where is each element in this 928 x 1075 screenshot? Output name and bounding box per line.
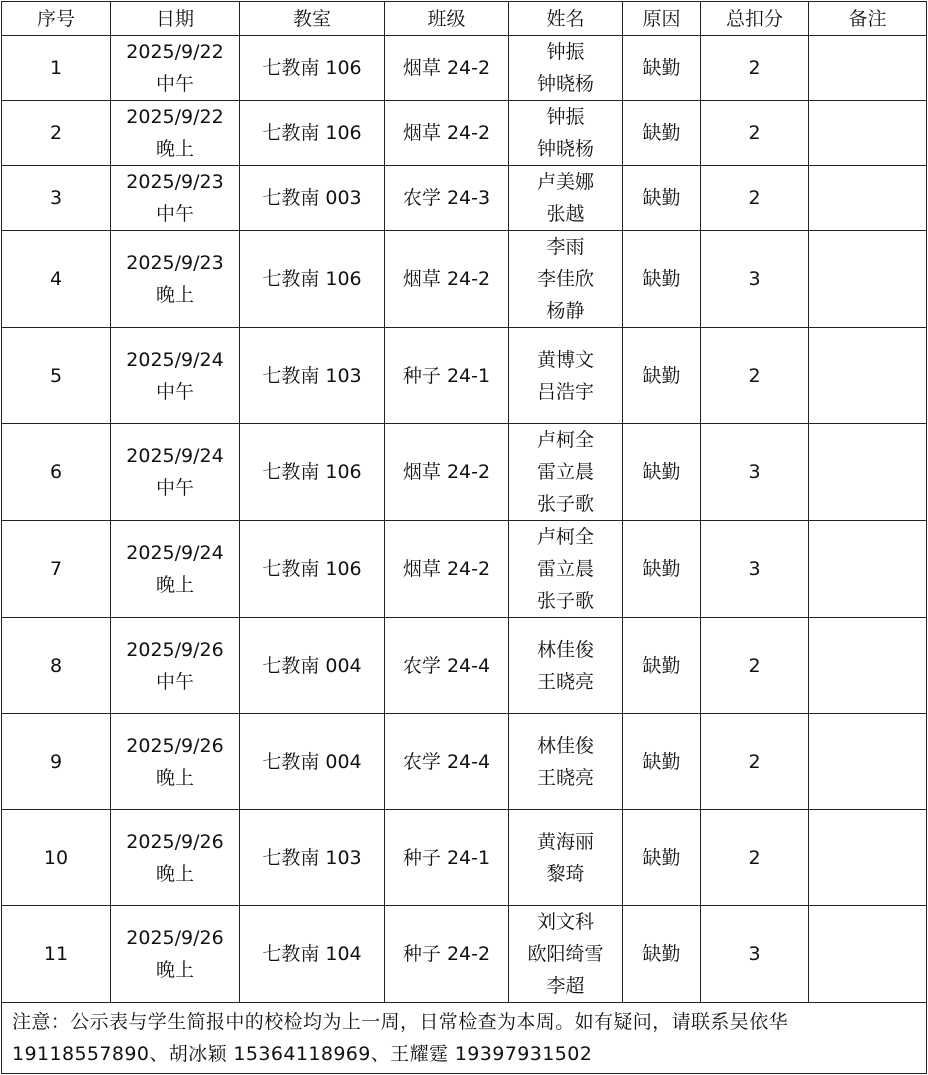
table-row <box>2 101 927 166</box>
student-name: 吕浩宇 <box>536 380 594 403</box>
cell-no: 2 <box>2 101 111 166</box>
student-name: 钟振 <box>546 106 585 128</box>
cell-class: 烟草 24-2 <box>385 36 509 101</box>
cell-names <box>509 618 623 714</box>
cell-room: 七教南 106 <box>240 101 385 166</box>
cell-room: 七教南 004 <box>240 618 385 714</box>
student-name: 张子歌 <box>536 493 594 515</box>
cell-names <box>509 231 623 328</box>
cell-deduct: 3 <box>701 521 809 618</box>
cell-class: 烟草 24-2 <box>385 521 509 618</box>
cell-no: 1 <box>2 36 111 101</box>
cell-reason: 缺勤 <box>623 231 701 328</box>
table-row <box>2 906 927 1003</box>
table-body <box>2 36 927 1003</box>
attendance-sheet <box>1 1 926 1074</box>
header-row <box>2 2 927 36</box>
cell-class: 农学 24-3 <box>385 166 509 231</box>
col-header-class: 班级 <box>385 2 509 36</box>
cell-remark <box>809 618 927 714</box>
period-value: 中午 <box>155 477 194 499</box>
cell-date <box>111 231 240 328</box>
cell-names <box>509 424 623 521</box>
student-name: 李佳欣 <box>536 268 594 290</box>
cell-names <box>509 101 623 166</box>
cell-remark <box>809 231 927 328</box>
cell-reason: 缺勤 <box>623 714 701 810</box>
cell-reason: 缺勤 <box>623 101 701 166</box>
cell-room: 七教南 004 <box>240 714 385 810</box>
col-header-deduct: 总扣分 <box>701 2 809 36</box>
date-value: 2025/9/23 <box>126 252 224 274</box>
cell-no: 5 <box>2 328 111 424</box>
cell-remark <box>809 810 927 906</box>
note-line-2: 19118557890、胡冰颖 15364118969、王耀霆 19397931502 <box>12 1043 593 1065</box>
student-name: 卢柯全 <box>536 526 594 548</box>
date-value: 2025/9/24 <box>126 348 224 371</box>
student-name: 卢美娜 <box>536 171 594 193</box>
cell-remark <box>809 166 927 231</box>
cell-class: 烟草 24-2 <box>385 101 509 166</box>
student-name: 钟晓杨 <box>536 138 594 160</box>
cell-deduct: 2 <box>701 328 809 424</box>
date-value: 2025/9/24 <box>126 542 224 564</box>
cell-reason: 缺勤 <box>623 906 701 1003</box>
student-name: 王晓亮 <box>536 766 594 789</box>
cell-date <box>111 714 240 810</box>
cell-class: 种子 24-2 <box>385 906 509 1003</box>
cell-class: 种子 24-1 <box>385 810 509 906</box>
table-row <box>2 231 927 328</box>
cell-deduct: 2 <box>701 36 809 101</box>
student-name: 张越 <box>546 203 585 225</box>
cell-reason: 缺勤 <box>623 424 701 521</box>
student-name: 林佳俊 <box>536 734 594 757</box>
cell-remark <box>809 36 927 101</box>
period-value: 晚上 <box>155 766 194 789</box>
cell-deduct: 2 <box>701 810 809 906</box>
col-header-room: 教室 <box>240 2 385 36</box>
cell-reason: 缺勤 <box>623 810 701 906</box>
cell-no: 7 <box>2 521 111 618</box>
table-row <box>2 618 927 714</box>
cell-deduct: 3 <box>701 424 809 521</box>
cell-room: 七教南 104 <box>240 906 385 1003</box>
cell-remark <box>809 714 927 810</box>
table-row <box>2 521 927 618</box>
cell-reason: 缺勤 <box>623 618 701 714</box>
cell-room: 七教南 003 <box>240 166 385 231</box>
cell-room: 七教南 106 <box>240 424 385 521</box>
table-row <box>2 424 927 521</box>
cell-deduct: 2 <box>701 618 809 714</box>
cell-deduct: 3 <box>701 231 809 328</box>
cell-remark <box>809 328 927 424</box>
cell-remark <box>809 521 927 618</box>
col-header-reason: 原因 <box>623 2 701 36</box>
cell-names <box>509 714 623 810</box>
cell-reason: 缺勤 <box>623 36 701 101</box>
table-row <box>2 810 927 906</box>
student-name: 卢柯全 <box>536 429 594 451</box>
cell-deduct: 2 <box>701 101 809 166</box>
cell-date <box>111 166 240 231</box>
student-name: 钟晓杨 <box>536 73 594 95</box>
cell-date <box>111 101 240 166</box>
table-row <box>2 166 927 231</box>
date-value: 2025/9/22 <box>126 41 224 63</box>
cell-date <box>111 810 240 906</box>
col-header-remark: 备注 <box>809 2 927 36</box>
cell-names <box>509 521 623 618</box>
cell-room: 七教南 103 <box>240 810 385 906</box>
date-value: 2025/9/26 <box>126 927 224 949</box>
cell-deduct: 2 <box>701 714 809 810</box>
period-value: 晚上 <box>155 959 194 981</box>
date-value: 2025/9/22 <box>126 106 224 128</box>
cell-date <box>111 424 240 521</box>
period-value: 中午 <box>155 73 194 95</box>
student-name: 欧阳绮雪 <box>527 943 604 965</box>
cell-names <box>509 906 623 1003</box>
cell-date <box>111 521 240 618</box>
cell-date <box>111 618 240 714</box>
cell-no: 3 <box>2 166 111 231</box>
note-row <box>2 1003 927 1074</box>
note-cell <box>2 1003 927 1074</box>
cell-remark <box>809 424 927 521</box>
student-name: 黄海丽 <box>536 830 594 853</box>
cell-class: 农学 24-4 <box>385 714 509 810</box>
cell-no: 6 <box>2 424 111 521</box>
period-value: 中午 <box>155 380 194 403</box>
col-header-no: 序号 <box>2 2 111 36</box>
cell-no: 9 <box>2 714 111 810</box>
period-value: 晚上 <box>155 862 194 885</box>
cell-deduct: 2 <box>701 166 809 231</box>
table-row <box>2 36 927 101</box>
cell-reason: 缺勤 <box>623 166 701 231</box>
cell-names <box>509 166 623 231</box>
cell-deduct: 3 <box>701 906 809 1003</box>
col-header-name: 姓名 <box>509 2 623 36</box>
cell-date <box>111 36 240 101</box>
date-value: 2025/9/26 <box>126 638 224 661</box>
note-line-1: 注意：公示表与学生简报中的校检均为上一周，日常检查为本周。如有疑问，请联系吴依华 <box>12 1011 789 1033</box>
cell-class: 种子 24-1 <box>385 328 509 424</box>
attendance-table <box>1 1 927 1074</box>
student-name: 雷立晨 <box>536 558 594 580</box>
period-value: 中午 <box>155 670 194 693</box>
period-value: 中午 <box>155 203 194 225</box>
period-value: 晚上 <box>155 284 194 306</box>
cell-names <box>509 328 623 424</box>
date-value: 2025/9/26 <box>126 734 224 757</box>
cell-no: 10 <box>2 810 111 906</box>
cell-class: 农学 24-4 <box>385 618 509 714</box>
student-name: 刘文科 <box>536 911 594 933</box>
date-value: 2025/9/26 <box>126 830 224 853</box>
cell-room: 七教南 103 <box>240 328 385 424</box>
cell-remark <box>809 101 927 166</box>
date-value: 2025/9/23 <box>126 171 224 193</box>
cell-room: 七教南 106 <box>240 36 385 101</box>
cell-date <box>111 906 240 1003</box>
period-value: 晚上 <box>155 574 194 596</box>
student-name: 张子歌 <box>536 590 594 612</box>
table-row <box>2 714 927 810</box>
period-value: 晚上 <box>155 138 194 160</box>
cell-reason: 缺勤 <box>623 328 701 424</box>
student-name: 钟振 <box>546 41 585 63</box>
cell-class: 烟草 24-2 <box>385 231 509 328</box>
student-name: 黄博文 <box>536 348 594 371</box>
cell-reason: 缺勤 <box>623 521 701 618</box>
cell-no: 8 <box>2 618 111 714</box>
col-header-date: 日期 <box>111 2 240 36</box>
cell-no: 4 <box>2 231 111 328</box>
student-name: 王晓亮 <box>536 670 594 693</box>
student-name: 林佳俊 <box>536 638 594 661</box>
student-name: 杨静 <box>546 300 585 322</box>
student-name: 李雨 <box>546 236 585 258</box>
cell-names <box>509 810 623 906</box>
cell-room: 七教南 106 <box>240 231 385 328</box>
cell-room: 七教南 106 <box>240 521 385 618</box>
student-name: 李超 <box>546 975 585 997</box>
cell-names <box>509 36 623 101</box>
cell-date <box>111 328 240 424</box>
table-row <box>2 328 927 424</box>
student-name: 雷立晨 <box>536 461 594 483</box>
cell-no: 11 <box>2 906 111 1003</box>
cell-class: 烟草 24-2 <box>385 424 509 521</box>
cell-remark <box>809 906 927 1003</box>
date-value: 2025/9/24 <box>126 445 224 467</box>
student-name: 黎琦 <box>546 862 585 885</box>
